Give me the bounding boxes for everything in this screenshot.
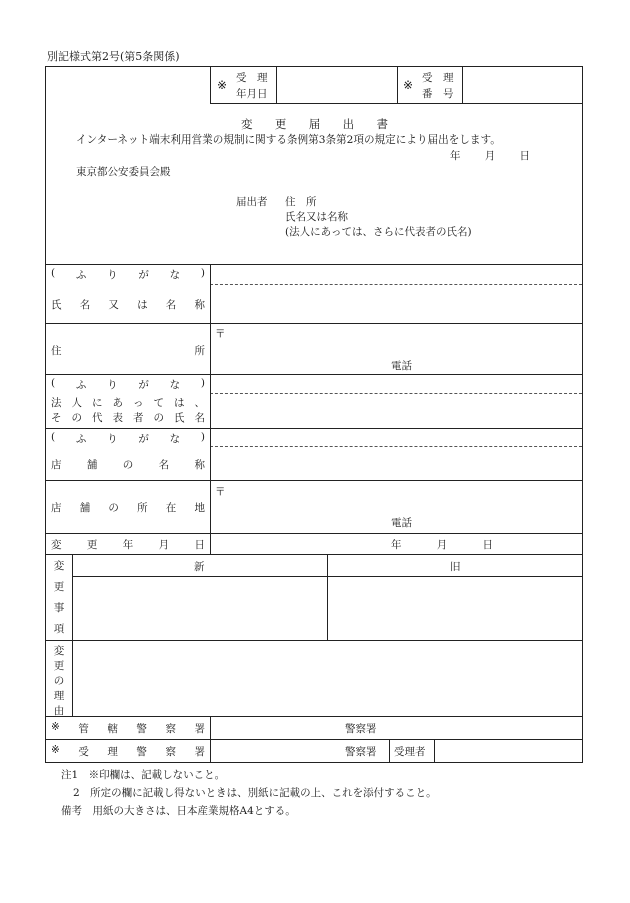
notifier-name-label: 氏名又は名称	[285, 211, 348, 223]
form-title: 別記様式第2号(第5条関係)	[47, 50, 180, 63]
receipt-number-label-top: 受 理	[422, 72, 454, 84]
jurisdiction-police-suffix: 警察署	[345, 723, 377, 735]
change-date-label: 変 更 年 月 日	[51, 539, 205, 551]
jurisdiction-police-input[interactable]	[211, 717, 341, 738]
change-reason-label: 変 更 の 理 由	[53, 645, 65, 717]
receipt-date-label-top: 受 理	[236, 72, 268, 84]
notifier-address-input[interactable]	[330, 192, 570, 207]
old-content-input[interactable]	[328, 577, 581, 639]
jurisdiction-police-label: ※ 管 轄 警 察 署	[51, 721, 205, 735]
address-postal-mark: 〒	[215, 328, 226, 340]
notification-date[interactable]: 年 月 日	[450, 150, 530, 162]
addressee: 東京都公安委員会殿	[76, 166, 171, 178]
representative-label-line2: そ の 代 表 者 の 氏 名	[51, 412, 205, 424]
address-input[interactable]	[230, 325, 580, 355]
change-date-input[interactable]: 年 月 日	[391, 539, 493, 551]
store-name-label: 店 舗 の 名 称	[51, 459, 205, 471]
representative-input[interactable]	[211, 394, 581, 427]
note-1: 注1 ※印欄は、記載しないこと。	[61, 769, 226, 781]
receipt-number-input[interactable]	[463, 67, 581, 102]
furigana-label-1: ( ふ り が な )	[51, 267, 205, 281]
store-phone-label: 電話	[391, 517, 412, 529]
representative-note: (法人にあっては、さらに代表者の氏名)	[285, 226, 472, 238]
notifier-address-label: 住 所	[285, 196, 317, 208]
notification-statement: インターネット端末利用営業の規制に関する条例第3条第2項の規定により届出をします。	[76, 134, 501, 146]
furigana-input-3[interactable]	[211, 429, 581, 445]
new-content-input[interactable]	[73, 577, 326, 639]
furigana-input-2[interactable]	[211, 375, 581, 392]
address-phone-label: 電話	[391, 360, 412, 372]
receipt-mark: ※	[217, 78, 228, 92]
notifier-label: 届出者	[236, 196, 268, 208]
store-address-input[interactable]	[230, 482, 580, 512]
receipt-date-label-bottom: 年月日	[236, 88, 268, 100]
change-reason-input[interactable]	[73, 641, 581, 715]
address-phone-input[interactable]	[420, 356, 580, 372]
receipt-date-input[interactable]	[277, 67, 396, 102]
change-items-label: 変 更 事 項	[53, 560, 65, 635]
furigana-input-1[interactable]	[211, 265, 581, 283]
receipt-number-mark: ※	[403, 78, 414, 92]
note-2: 2 所定の欄に記載し得ないときは、別紙に記載の上、これを添付すること。	[73, 787, 437, 799]
receiving-police-suffix: 警察署	[345, 746, 377, 758]
receiving-police-label: ※ 受 理 警 察 署	[51, 744, 205, 758]
notifier-name-input[interactable]	[360, 207, 570, 222]
receiver-label: 受理者	[394, 746, 426, 758]
document-title: 変 更 届 出 書	[241, 117, 388, 131]
remark: 備考 用紙の大きさは、日本産業規格A4とする。	[61, 805, 296, 817]
old-column-header: 旧	[450, 561, 461, 573]
store-phone-input[interactable]	[420, 513, 580, 531]
furigana-label-2: ( ふ り が な )	[51, 377, 205, 391]
receiving-police-input[interactable]	[211, 740, 341, 761]
receiver-input[interactable]	[435, 740, 581, 761]
representative-label-line1: 法 人 に あ っ て は 、	[51, 397, 205, 409]
store-name-input[interactable]	[211, 447, 581, 479]
name-label: 氏 名 又 は 名 称	[51, 299, 205, 311]
new-column-header: 新	[194, 561, 205, 573]
furigana-label-3: ( ふ り が な )	[51, 431, 205, 445]
store-postal-mark: 〒	[215, 486, 226, 498]
receipt-number-label-bottom: 番 号	[422, 88, 454, 100]
address-label: 住 所	[51, 345, 205, 357]
name-input[interactable]	[211, 285, 581, 322]
store-address-label: 店 舗 の 所 在 地	[51, 502, 205, 514]
